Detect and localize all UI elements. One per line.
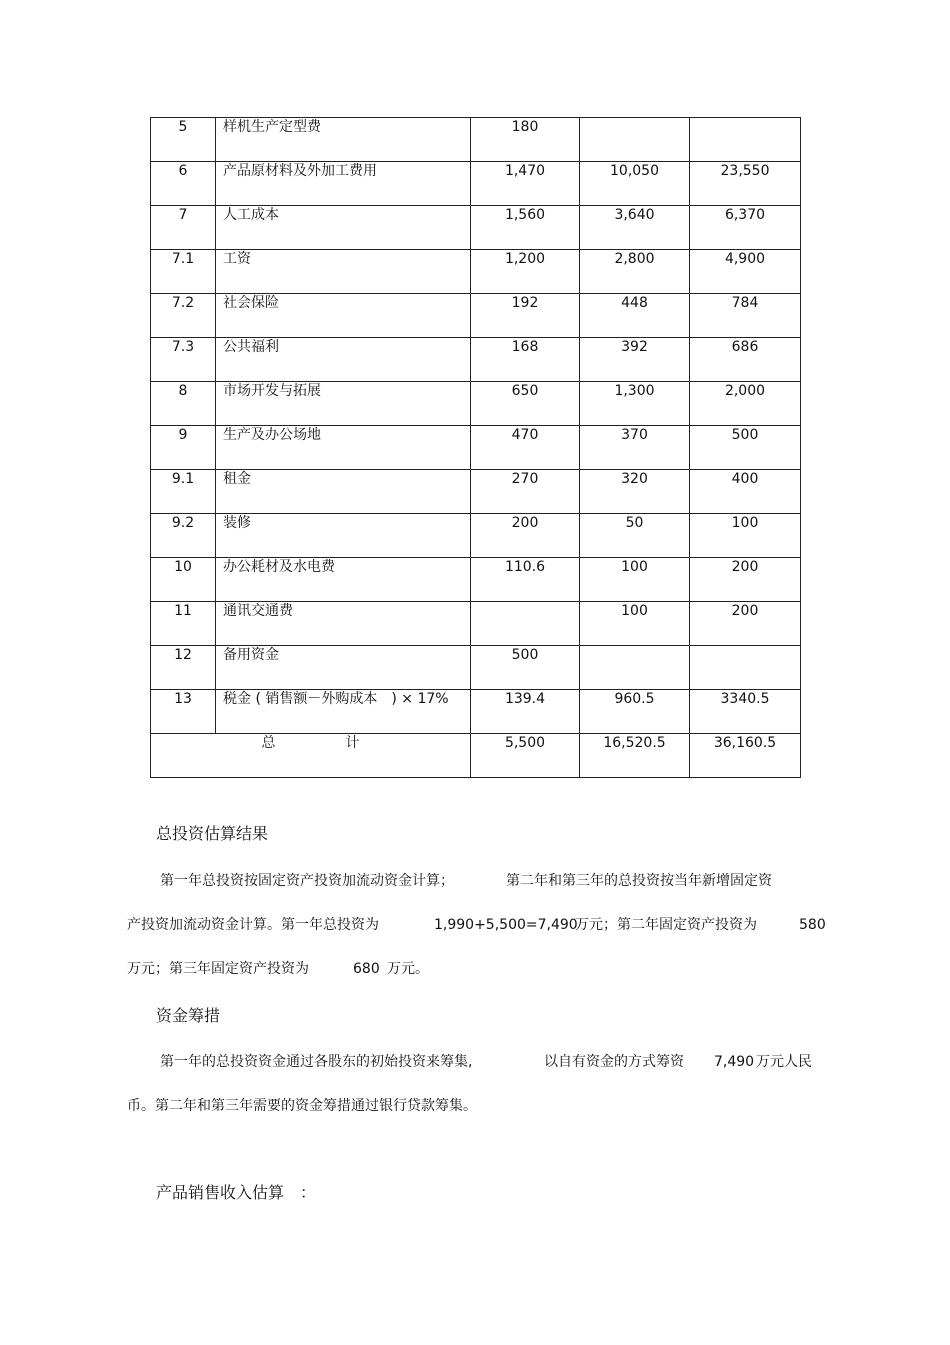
cell-year3 [690,690,801,734]
cell-year2 [580,294,690,338]
text-segment: 万元；第二年固定资产投资为 [575,917,757,933]
cell-number [151,646,216,690]
cell-year2-text: 320 [621,471,648,487]
cell-item-text: 生产及办公场地 [223,427,321,443]
cell-year2-text: 50 [625,515,644,531]
cell-year1 [471,690,580,734]
cell-number-text: 7.1 [171,251,195,267]
cell-year2 [580,118,690,162]
cell-year1 [471,382,580,426]
total-label-b: 计 [345,735,360,751]
cell-year1 [471,294,580,338]
cell-year1 [471,646,580,690]
cell-item-text: 租金 [223,471,251,487]
cell-item-text: 样机生产定型费 [223,119,321,135]
cell-year3 [690,602,801,646]
text-segment: 产投资加流动资金计算。第一年总投资为 [127,917,379,933]
text-segment: 第一年的总投资资金通过各股东的初始投资来筹集, [160,1054,473,1070]
cell-year2-text: 100 [621,559,648,575]
text-segment: 580 [799,917,826,933]
text-segment: 1,990+5,500=7,490 [434,917,578,933]
cell-number [151,206,216,250]
cell-year2-text: 960.5 [614,691,655,707]
cell-year2 [580,646,690,690]
cell-number-text: 6 [178,163,188,179]
cell-item-text: 工资 [223,251,251,267]
cell-year3 [690,162,801,206]
cell-year3-text [690,118,800,119]
text-segment: 币。第二年和第三年需要的资金筹措通过银行贷款筹集。 [127,1098,477,1114]
section-heading-sales: 产品销售收入估算 ： [156,1183,317,1202]
table-row [151,426,801,470]
cell-year2-text: 370 [621,427,648,443]
cell-number [151,558,216,602]
cell-item [216,162,471,206]
cost-table [150,117,801,778]
cell-year2 [580,382,690,426]
cell-year2 [580,514,690,558]
cost-table-body [151,118,801,778]
total-label [151,734,470,751]
table-row [151,250,801,294]
section-heading-financing: 资金筹措 [156,1006,221,1025]
cell-total-year3 [690,734,801,778]
cell-number-text: 7 [178,207,188,223]
text-segment: 以自有资金的方式筹资 [544,1054,684,1070]
cell-year3 [690,426,801,470]
cell-year1 [471,206,580,250]
cell-number-text: 10 [174,559,192,575]
cell-year3 [690,382,801,426]
cell-year1-text: 192 [511,295,539,311]
cell-year2-text [580,646,689,647]
cell-total-label [151,734,471,778]
cell-year1 [471,162,580,206]
cell-year3 [690,646,801,690]
cell-year3 [690,206,801,250]
cell-year3-text: 23,550 [720,163,770,179]
cell-item-text: 装修 [223,515,251,531]
cell-number [151,514,216,558]
text-segment: 第二年和第三年的总投资按当年新增固定资 [506,873,772,889]
table-row [151,602,801,646]
cell-number-text: 7.3 [171,339,195,355]
cell-year3 [690,558,801,602]
cell-total-year1-text: 5,500 [504,735,546,751]
cell-year3 [690,118,801,162]
cell-number-text: 9 [178,427,188,443]
cell-item-text: 税金 ( 销售额－外购成本 ) × 17% [223,691,449,707]
cell-item-text: 办公耗材及水电费 [223,559,335,575]
cell-number-text: 12 [174,647,192,663]
cell-year2 [580,602,690,646]
cell-year1-text: 500 [511,647,539,663]
cell-number [151,426,216,470]
cell-item [216,646,471,690]
cell-year3-text: 784 [731,295,759,311]
cell-item [216,382,471,426]
cell-year3-text: 200 [731,603,759,619]
cell-number [151,294,216,338]
total-row [151,734,801,778]
cell-year2-text: 392 [621,339,648,355]
cell-total-year2-text: 16,520.5 [603,735,666,751]
cell-number [151,162,216,206]
cell-year2-text: 2,800 [614,251,655,267]
cell-year2 [580,162,690,206]
cell-year1 [471,470,580,514]
cell-item [216,338,471,382]
cell-item [216,514,471,558]
cell-year1-text: 650 [511,383,539,399]
cell-number [151,338,216,382]
paragraph-line [0,960,950,978]
cell-year1-text: 180 [511,119,539,135]
cell-number [151,602,216,646]
cell-item-text: 市场开发与拓展 [223,383,321,399]
cell-year3-text: 400 [731,471,759,487]
table-row [151,558,801,602]
cell-year2-text: 1,300 [614,383,655,399]
table-row [151,470,801,514]
cell-year1-text: 270 [511,471,539,487]
cell-number-text: 8 [178,383,188,399]
cell-year1 [471,338,580,382]
cell-number-text: 5 [178,119,188,135]
cell-item-text: 产品原材料及外加工费用 [223,163,377,179]
cell-number [151,470,216,514]
paragraph-line [0,872,950,890]
table-row [151,206,801,250]
table-row [151,514,801,558]
cell-item [216,294,471,338]
cell-year3-text: 6,370 [724,207,766,223]
cell-number [151,118,216,162]
text-segment: 第一年总投资按固定资产投资加流动资金计算； [160,873,454,889]
cell-number-text: 9.2 [171,515,195,531]
cell-number [151,690,216,734]
text-segment: 7,490 [714,1054,755,1070]
cell-year1 [471,250,580,294]
cell-number-text: 11 [174,603,192,619]
table-row [151,162,801,206]
cell-year2 [580,338,690,382]
cell-number-text: 13 [174,691,192,707]
cell-year2 [580,426,690,470]
cell-item-text: 备用资金 [223,647,279,663]
cell-number-text: 9.1 [171,471,195,487]
cell-item [216,558,471,602]
cell-year1-text: 110.6 [504,559,546,575]
cell-year1 [471,558,580,602]
cell-number [151,382,216,426]
cell-year1-text: 139.4 [504,691,546,707]
cell-item [216,426,471,470]
cell-year2 [580,470,690,514]
cell-year1 [471,118,580,162]
cell-item [216,470,471,514]
cell-year3 [690,250,801,294]
cell-year1 [471,514,580,558]
cell-year3-text [690,646,800,647]
cell-number [151,250,216,294]
cell-year3-text: 686 [731,339,759,355]
cell-year2-text: 448 [621,295,648,311]
cell-number-text: 7.2 [171,295,195,311]
cell-year3-text: 4,900 [724,251,766,267]
cell-year2-text [580,118,689,119]
cell-year1-text: 200 [511,515,539,531]
cell-year3-text: 2,000 [724,383,766,399]
cell-year1-text: 1,470 [504,163,546,179]
cell-item-text: 通讯交通费 [223,603,293,619]
cell-year2 [580,206,690,250]
cell-year1-text: 470 [511,427,539,443]
cell-item [216,118,471,162]
cell-item [216,206,471,250]
cell-year3 [690,338,801,382]
cell-year1-text [471,602,579,603]
text-segment: 万元。 [387,961,429,977]
paragraph-line [0,916,950,934]
cell-item-text: 社会保险 [223,295,279,311]
cell-year1-text: 168 [511,339,539,355]
cell-total-year3-text: 36,160.5 [713,735,777,751]
cell-year2-text: 100 [621,603,648,619]
cell-year3 [690,470,801,514]
table-row [151,382,801,426]
cell-year3-text: 200 [731,559,759,575]
cell-year2 [580,250,690,294]
cell-total-year1 [471,734,580,778]
cell-year1-text: 1,560 [504,207,546,223]
table-row [151,690,801,734]
table-row [151,338,801,382]
total-label-a: 总 [261,735,276,751]
cell-year3-text: 100 [731,515,759,531]
cell-year3 [690,514,801,558]
cell-year1 [471,426,580,470]
cell-item [216,602,471,646]
cell-total-year2 [580,734,690,778]
cell-item-text: 人工成本 [223,207,279,223]
cell-year2-text: 3,640 [614,207,655,223]
cell-year2 [580,690,690,734]
table-row [151,118,801,162]
cell-year1 [471,602,580,646]
cell-year2 [580,558,690,602]
cell-year3-text: 3340.5 [720,691,770,707]
cell-year2-text: 10,050 [610,163,659,179]
paragraph-line [0,1053,950,1071]
cell-year3-text: 500 [731,427,759,443]
table-row [151,646,801,690]
cell-item [216,690,471,734]
table-row [151,294,801,338]
cell-year1-text: 1,200 [504,251,546,267]
text-segment: 万元；第三年固定资产投资为 [127,961,309,977]
cell-year3 [690,294,801,338]
paragraph-line [0,1097,950,1115]
cell-item-text: 公共福利 [223,339,279,355]
section-heading-investment: 总投资估算结果 [156,824,269,843]
cell-item [216,250,471,294]
text-segment: 680 [353,961,380,977]
text-segment: 万元人民 [756,1054,812,1070]
